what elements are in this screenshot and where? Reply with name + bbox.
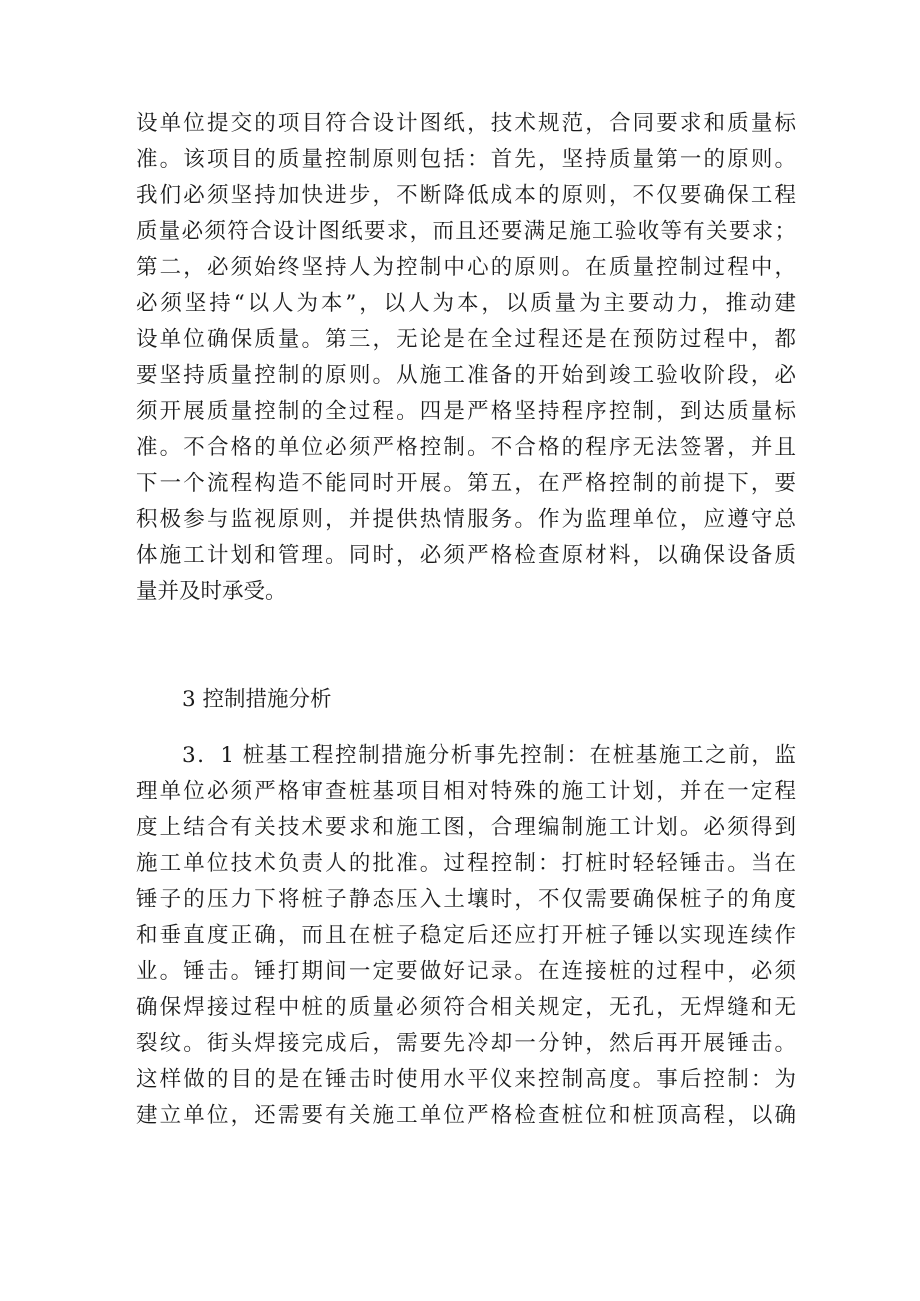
text-line: 设单位提交的项目符合设计图纸，技术规范，合同要求和质量标 [136,111,796,136]
text-line: 裂纹。街头焊接完成后，需要先冷却一分钟，然后再开展锤击。 [136,1031,796,1056]
text-line: 量并及时承受。 [136,579,287,604]
text-line: 这样做的目的是在锤击时使用水平仪来控制高度。事后控制：为 [136,1067,796,1092]
paragraph-quality-principles [136,106,796,610]
text-line: 3．1 桩基工程控制措施分析事先控制：在桩基施工之前，监 [182,743,796,768]
text-line: 度上结合有关技术要求和施工图，合理编制施工计划。必须得到 [136,815,796,840]
text-line: 须开展质量控制的全过程。四是严格坚持程序控制，到达质量标 [136,399,796,424]
text-line: 和垂直度正确，而且在桩子稳定后还应打开桩子锤以实现连续作 [136,923,796,948]
text-line: 第二，必须始终坚持人为控制中心的原则。在质量控制过程中， [136,255,796,280]
text-line: 确保焊接过程中桩的质量必须符合相关规定，无孔，无焊缝和无 [136,995,796,1020]
text-line: 体施工计划和管理。同时，必须严格检查原材料，以确保设备质 [136,543,796,568]
text-line: 下一个流程构造不能同时开展。第五，在严格控制的前提下，要 [136,471,796,496]
text-line: 质量必须符合设计图纸要求，而且还要满足施工验收等有关要求； [136,219,796,244]
text-line: 施工单位技术负责人的批准。过程控制：打桩时轻轻锤击。当在 [136,851,796,876]
text-line: 理单位必须严格审查桩基项目相对特殊的施工计划，并在一定程 [136,779,796,804]
section-heading: 3 控制措施分析 [182,687,332,712]
text-line: 设单位确保质量。第三，无论是在全过程还是在预防过程中，都 [136,327,796,352]
text-line: 我们必须坚持加快进步，不断降低成本的原则，不仅要确保工程 [136,183,796,208]
text-line: 建立单位，还需要有关施工单位严格检查桩位和桩顶高程，以确 [136,1103,796,1128]
text-line: 业。锤击。锤打期间一定要做好记录。在连接桩的过程中，必须 [136,959,796,984]
paragraph-pile-foundation [136,738,796,1134]
text-line: 锤子的压力下将桩子静态压入土壤时，不仅需要确保桩子的角度 [136,887,796,912]
text-line: 积极参与监视原则，并提供热情服务。作为监理单位，应遵守总 [136,507,796,532]
text-line: 准。不合格的单位必须严格控制。不合格的程序无法签署，并且 [136,435,796,460]
text-line: 准。该项目的质量控制原则包括：首先，坚持质量第一的原则。 [136,147,796,172]
text-line: 要坚持质量控制的原则。从施工准备的开始到竣工验收阶段，必 [136,363,796,388]
text-line: 必须坚持“以人为本”，以人为本，以质量为主要动力，推动建 [136,291,796,316]
